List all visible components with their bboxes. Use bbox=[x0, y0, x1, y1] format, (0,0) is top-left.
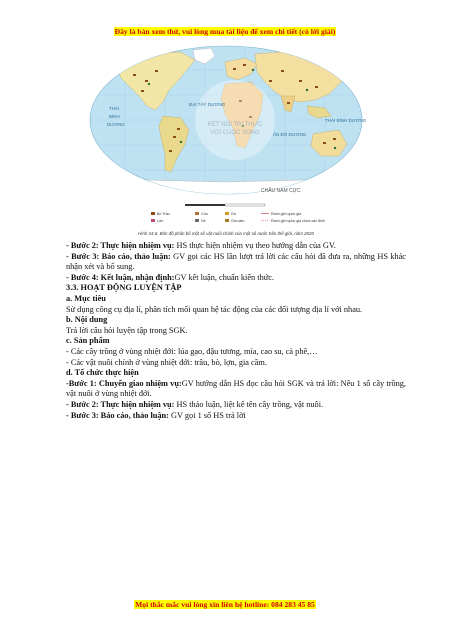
label-thai: THÁI bbox=[109, 106, 120, 111]
map-legend bbox=[151, 212, 325, 223]
label-binh: BÌNH bbox=[109, 114, 120, 119]
label-antarctica: CHÂU NAM CỰC bbox=[261, 188, 301, 194]
legend-item-1: Cừu bbox=[201, 212, 208, 216]
legend-item-3: Dê bbox=[201, 219, 206, 223]
watermark-line2: VỚI CUỘC SỐNG bbox=[210, 130, 260, 136]
map-figure bbox=[85, 40, 367, 230]
legend-item-4: Gà bbox=[231, 212, 236, 216]
watermark-line1: KẾT NỐI TRI THỨC bbox=[207, 122, 263, 128]
world-livestock-map bbox=[85, 40, 367, 237]
hotline-footer bbox=[0, 600, 450, 609]
step-b-3: - Bước 3: Báo cáo, thảo luận: GV gọi 1 số HS trả lời bbox=[66, 410, 246, 420]
product-line-2: - Các vật nuôi chính ở vùng nhiệt đới: trâu, bò, lợn, gia cầm. bbox=[66, 357, 267, 367]
legend-item-5: Gia cầm bbox=[231, 219, 245, 223]
organize-heading: d. Tổ chức thực hiện bbox=[66, 368, 139, 378]
preview-notice-text: Đây là bản xem thử, vui lòng mua tài liệu để xem chi tiết (có lời giải) bbox=[114, 27, 336, 36]
hotline-text: Mọi thắc mắc vui lòng xin liên hệ hotline: 084 283 45 85 bbox=[135, 600, 315, 609]
label-dai-tay-duong: ĐẠI TÂY DƯƠNG bbox=[189, 102, 226, 107]
legend-item-2: Lợn bbox=[157, 219, 164, 223]
section-title: 3.3. HOẠT ĐỘNG LUYỆN TẬP bbox=[66, 283, 182, 293]
legend-item-6: Ranh giới quốc gia bbox=[271, 212, 302, 216]
figure-caption: Hình 24.6. Bản đồ phân bố một số vật nuôi chính của một số nước trên thế giới, năm 2020 bbox=[138, 231, 314, 236]
content-text: Trả lời câu hỏi luyện tập trong SGK. bbox=[66, 325, 188, 335]
objective-heading: a. Mục tiêu bbox=[66, 293, 106, 303]
document-body bbox=[66, 241, 406, 421]
scale-bar bbox=[185, 204, 265, 206]
preview-notice-banner bbox=[0, 27, 450, 36]
label-thai-binh-duong-right: THÁI BÌNH DƯƠNG bbox=[325, 118, 367, 123]
step-a-2: - Bước 2: Thực hiện nhiệm vụ: HS thực hiện nhiệm vụ theo hướng dẫn của GV. bbox=[66, 241, 336, 250]
legend-item-0: Bò Trâu bbox=[157, 212, 170, 216]
step-a-4: - Bước 4: Kết luận, nhận định:GV kết luận, chuẩn kiến thức. bbox=[66, 272, 274, 282]
product-line-1: - Các cây trồng ở vùng nhiệt đới: lúa gạo, đậu tương, mía, cao su, cà phê,… bbox=[66, 346, 318, 356]
label-duong: DƯƠNG bbox=[107, 122, 125, 127]
step-b-2: - Bước 2: Thực hiện nhiệm vụ: HS thảo luận, liệt kê tên cây trồng, vật nuôi. bbox=[66, 399, 324, 409]
product-heading: c. Sản phẩm bbox=[66, 336, 110, 346]
legend-item-7: Ranh giới quốc gia chưa xác định bbox=[271, 219, 325, 223]
step-b-1: -Bước 1: Chuyển giao nhiệm vụ:GV hướng dẫn HS đọc câu hỏi SGK và trả lời: Nêu 1 số cây trồng, vật nuôi ở vùng nhiệt đới. bbox=[66, 378, 407, 399]
label-an-do-duong: ẤN ĐỘ DƯƠNG bbox=[273, 132, 307, 137]
content-heading: b. Nội dung bbox=[66, 315, 108, 325]
watermark-circle bbox=[195, 80, 275, 160]
objective-text: Sử dụng công cụ địa lí, phân tích mối quan hệ tác động của các đối tượng địa lí với nhau. bbox=[66, 304, 363, 314]
step-a-3: - Bước 3: Báo cáo, thảo luận: GV gọi các HS lần lượt trả lời các câu hỏi đã đưa ra, những HS khác nhận xét và bổ sung. bbox=[66, 251, 406, 272]
